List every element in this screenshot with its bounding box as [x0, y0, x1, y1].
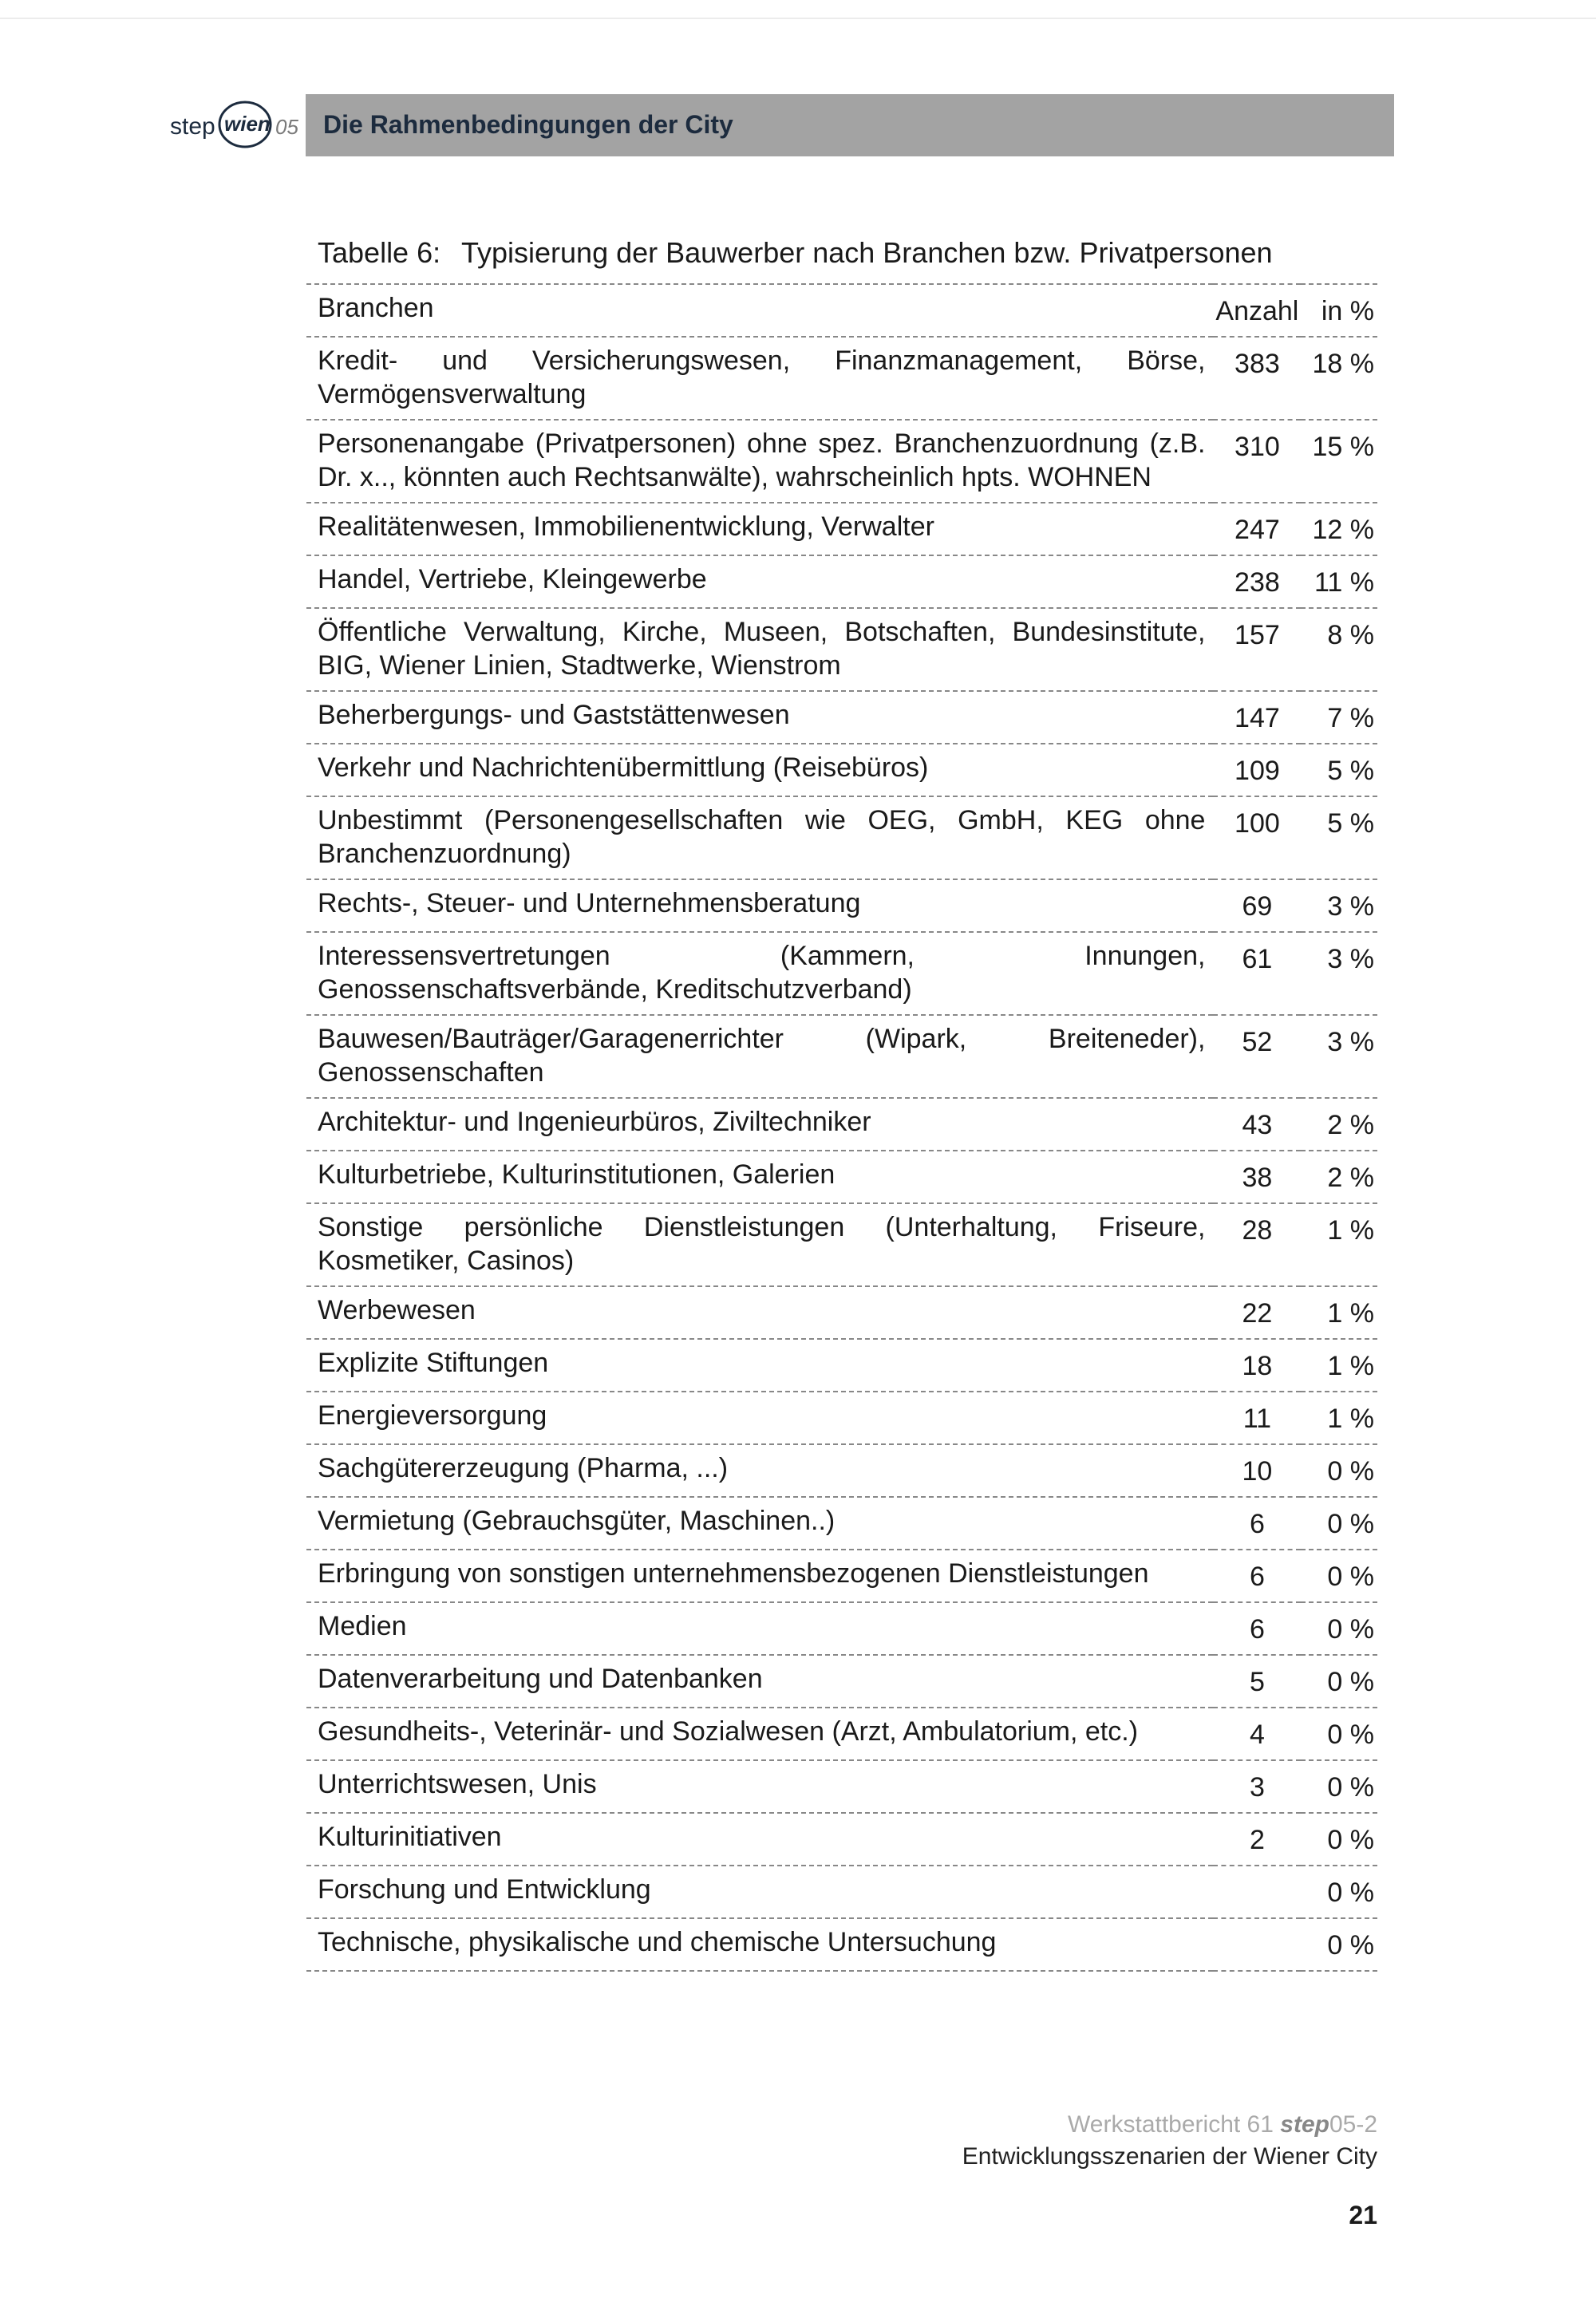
branch-cell: Architektur- und Ingenieurbüros, Ziviltechniker — [306, 1098, 1213, 1151]
branch-cell: Personenangabe (Privatpersonen) ohne spez. Branchenzuordnung (z.B. Dr. x.., könnten auch Rechtsanwälte), wahrscheinlich hpts. WOHNEN — [306, 420, 1213, 503]
pct-cell: 3 % — [1301, 879, 1377, 932]
table-row — [306, 1602, 1377, 1655]
table-row — [306, 1339, 1377, 1392]
table-row — [306, 1286, 1377, 1339]
table-row — [306, 1550, 1377, 1602]
pct-cell: 0 % — [1301, 1866, 1377, 1918]
pct-cell: 2 % — [1301, 1098, 1377, 1151]
pct-cell: 7 % — [1301, 691, 1377, 744]
count-cell — [1213, 1918, 1301, 1971]
count-cell: 6 — [1213, 1550, 1301, 1602]
table-row — [306, 1497, 1377, 1550]
branch-cell: Medien — [306, 1602, 1213, 1655]
count-cell: 247 — [1213, 503, 1301, 555]
header-bar — [306, 94, 1394, 156]
column-header-pct: in % — [1301, 284, 1377, 337]
caption-text: Typisierung der Bauwerber nach Branchen bzw. Privatpersonen — [461, 236, 1273, 269]
branch-cell: Sonstige persönliche Dienstleistungen (Unterhaltung, Friseure, Kosmetiker, Casinos) — [306, 1203, 1213, 1286]
branch-cell: Vermietung (Gebrauchsgüter, Maschinen..) — [306, 1497, 1213, 1550]
table-row — [306, 1015, 1377, 1098]
table-row — [306, 1203, 1377, 1286]
table-row — [306, 608, 1377, 691]
table-row — [306, 1866, 1377, 1918]
pct-cell: 3 % — [1301, 1015, 1377, 1098]
count-cell: 238 — [1213, 555, 1301, 608]
pct-cell: 1 % — [1301, 1203, 1377, 1286]
count-cell: 28 — [1213, 1203, 1301, 1286]
count-cell: 10 — [1213, 1444, 1301, 1497]
pct-cell: 1 % — [1301, 1392, 1377, 1444]
branch-cell: Erbringung von sonstigen unternehmensbezogenen Dienstleistungen — [306, 1550, 1213, 1602]
pct-cell: 1 % — [1301, 1286, 1377, 1339]
count-cell: 383 — [1213, 337, 1301, 420]
pct-cell: 18 % — [1301, 337, 1377, 420]
branch-cell: Kredit- und Versicherungswesen, Finanzmanagement, Börse, Vermögensverwaltung — [306, 337, 1213, 420]
caption-label: Tabelle 6: — [318, 236, 441, 269]
branch-cell: Realitätenwesen, Immobilienentwicklung, Verwalter — [306, 503, 1213, 555]
footer-report-prefix: Werkstattbericht 61 — [1068, 2111, 1274, 2138]
branch-cell: Gesundheits-, Veterinär- und Sozialwesen (Arzt, Ambulatorium, etc.) — [306, 1708, 1213, 1760]
pct-cell: 5 % — [1301, 796, 1377, 879]
branch-cell: Beherbergungs- und Gaststättenwesen — [306, 691, 1213, 744]
table-row — [306, 744, 1377, 796]
count-cell: 6 — [1213, 1497, 1301, 1550]
stepwien-logo — [164, 94, 307, 156]
top-edge-line — [0, 18, 1596, 19]
table-row — [306, 1444, 1377, 1497]
count-cell — [1213, 1866, 1301, 1918]
count-cell: 157 — [1213, 608, 1301, 691]
branch-cell: Kulturbetriebe, Kulturinstitutionen, Galerien — [306, 1151, 1213, 1203]
branch-cell: Forschung und Entwicklung — [306, 1866, 1213, 1918]
branch-cell: Rechts-, Steuer- und Unternehmensberatung — [306, 879, 1213, 932]
header-title: Die Rahmenbedingungen der City — [323, 110, 733, 139]
pct-cell: 0 % — [1301, 1655, 1377, 1708]
count-cell: 310 — [1213, 420, 1301, 503]
table-caption — [318, 236, 1273, 270]
pct-cell: 5 % — [1301, 744, 1377, 796]
column-header-branch: Branchen — [306, 284, 1213, 337]
branch-cell: Energieversorgung — [306, 1392, 1213, 1444]
footer-report — [962, 2109, 1377, 2141]
table-row — [306, 691, 1377, 744]
pct-cell: 0 % — [1301, 1497, 1377, 1550]
count-cell: 4 — [1213, 1708, 1301, 1760]
logo-text-year: 05 — [275, 115, 298, 139]
branch-cell: Technische, physikalische und chemische Untersuchung — [306, 1918, 1213, 1971]
pct-cell: 0 % — [1301, 1918, 1377, 1971]
table-row — [306, 1655, 1377, 1708]
logo-text-wien: wien — [224, 112, 271, 136]
table-row — [306, 932, 1377, 1015]
column-header-count: Anzahl — [1213, 284, 1301, 337]
table-header-row — [306, 284, 1377, 337]
count-cell: 69 — [1213, 879, 1301, 932]
table-row — [306, 1708, 1377, 1760]
pct-cell: 8 % — [1301, 608, 1377, 691]
branch-cell: Datenverarbeitung und Datenbanken — [306, 1655, 1213, 1708]
pct-cell: 3 % — [1301, 932, 1377, 1015]
count-cell: 147 — [1213, 691, 1301, 744]
count-cell: 2 — [1213, 1813, 1301, 1866]
count-cell: 109 — [1213, 744, 1301, 796]
table-row — [306, 555, 1377, 608]
table-row — [306, 1813, 1377, 1866]
count-cell: 22 — [1213, 1286, 1301, 1339]
count-cell: 38 — [1213, 1151, 1301, 1203]
table-row — [306, 1098, 1377, 1151]
count-cell: 18 — [1213, 1339, 1301, 1392]
pct-cell: 12 % — [1301, 503, 1377, 555]
page-header — [164, 94, 1394, 156]
count-cell: 6 — [1213, 1602, 1301, 1655]
table-row — [306, 796, 1377, 879]
count-cell: 5 — [1213, 1655, 1301, 1708]
count-cell: 61 — [1213, 932, 1301, 1015]
page-number: 21 — [1349, 2201, 1377, 2229]
count-cell: 11 — [1213, 1392, 1301, 1444]
pct-cell: 2 % — [1301, 1151, 1377, 1203]
branch-cell: Kulturinitiativen — [306, 1813, 1213, 1866]
branch-table — [306, 283, 1377, 1972]
table-row — [306, 1760, 1377, 1813]
footer-subtitle: Entwicklungsszenarien der Wiener City — [962, 2143, 1377, 2170]
branch-cell: Handel, Vertriebe, Kleingewerbe — [306, 555, 1213, 608]
pct-cell: 15 % — [1301, 420, 1377, 503]
pct-cell: 0 % — [1301, 1444, 1377, 1497]
pct-cell: 0 % — [1301, 1760, 1377, 1813]
pct-cell: 0 % — [1301, 1813, 1377, 1866]
pct-cell: 0 % — [1301, 1708, 1377, 1760]
table-row — [306, 503, 1377, 555]
table-row — [306, 337, 1377, 420]
pct-cell: 0 % — [1301, 1602, 1377, 1655]
branch-cell: Werbewesen — [306, 1286, 1213, 1339]
branch-cell: Verkehr und Nachrichtenübermittlung (Reisebüros) — [306, 744, 1213, 796]
table-row — [306, 1392, 1377, 1444]
branch-cell: Bauwesen/Bauträger/Garagenerrichter (Wipark, Breiteneder), Genossenschaften — [306, 1015, 1213, 1098]
table-row — [306, 879, 1377, 932]
logo-text-step: step — [170, 113, 215, 140]
count-cell: 43 — [1213, 1098, 1301, 1151]
table-row — [306, 1918, 1377, 1971]
count-cell: 100 — [1213, 796, 1301, 879]
branch-cell: Unterrichtswesen, Unis — [306, 1760, 1213, 1813]
pct-cell: 1 % — [1301, 1339, 1377, 1392]
count-cell: 52 — [1213, 1015, 1301, 1098]
branch-cell: Explizite Stiftungen — [306, 1339, 1213, 1392]
table-row — [306, 1151, 1377, 1203]
footer-report-step: step — [1280, 2111, 1329, 2138]
page-footer — [962, 2109, 1377, 2173]
count-cell: 3 — [1213, 1760, 1301, 1813]
branch-cell: Sachgütererzeugung (Pharma, ...) — [306, 1444, 1213, 1497]
table-row — [306, 420, 1377, 503]
footer-report-suffix: 05-2 — [1329, 2111, 1377, 2138]
branch-cell: Interessensvertretungen (Kammern, Innungen, Genossenschaftsverbände, Kreditschutzverband) — [306, 932, 1213, 1015]
pct-cell: 11 % — [1301, 555, 1377, 608]
branch-cell: Öffentliche Verwaltung, Kirche, Museen, Botschaften, Bundesinstitute, BIG, Wiener Linien, Stadtwerke, Wienstrom — [306, 608, 1213, 691]
branch-cell: Unbestimmt (Personengesellschaften wie OEG, GmbH, KEG ohne Branchenzuordnung) — [306, 796, 1213, 879]
pct-cell: 0 % — [1301, 1550, 1377, 1602]
